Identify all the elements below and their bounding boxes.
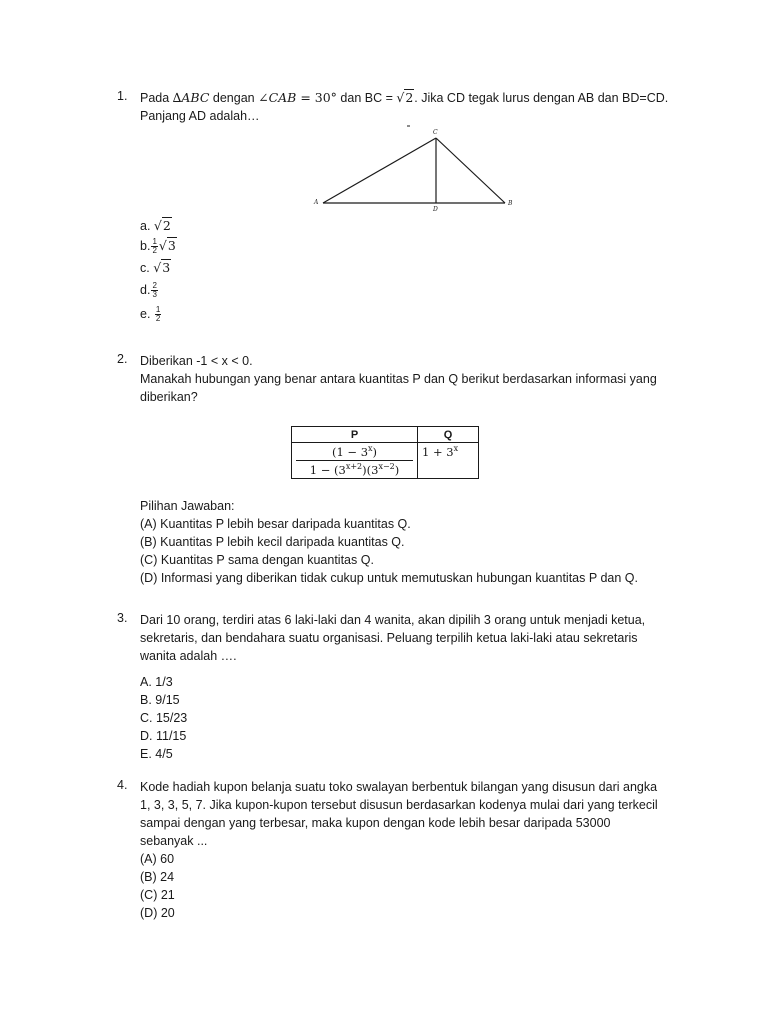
question-1-number: 1. — [117, 89, 128, 103]
question-3-text — [140, 611, 670, 665]
fraction: $\frac{1}{2}$ — [155, 305, 161, 324]
table-cell-q: $1 + 3^x$ — [418, 443, 479, 479]
q2-line-1: Diberikan -1 < x < 0. — [140, 354, 253, 368]
q2-choice-c[interactable]: (C) Kuantitas P sama dengan kuantitas Q. — [140, 553, 374, 567]
p-numerator: $(1 - 3^x)$ — [296, 443, 413, 461]
q2-choice-d[interactable]: (D) Informasi yang diberikan tidak cukup untuk memutuskan hubungan kuantitas P dan Q. — [140, 571, 638, 585]
question-4-number: 4. — [117, 778, 128, 792]
q3-option-a[interactable]: A. 1/3 — [140, 675, 173, 689]
sqrt-2: √2 — [396, 90, 414, 105]
side-ac — [323, 138, 436, 203]
fraction: $\frac{2}{3}$ — [152, 281, 157, 300]
question-4-text — [140, 778, 670, 922]
triangle-symbol: ∆ — [172, 90, 182, 105]
pq-table — [291, 426, 479, 479]
q3-line-2: sekretaris, dan bendahara suatu organisasi. Peluang terpilih ketua laki-laki atau sekretaris — [140, 631, 638, 645]
q1-option-b[interactable]: b. $\frac{1}{2}$ √3 — [140, 237, 176, 256]
sqrt-icon: √3 — [153, 260, 171, 275]
q2-choice-a[interactable]: (A) Kuantitas P lebih besar daripada kuantitas Q. — [140, 517, 411, 531]
q4-option-b[interactable]: (B) 24 — [140, 870, 175, 884]
q1-text-dengan: dengan — [209, 91, 259, 105]
sqrt-icon: √2 — [153, 218, 171, 233]
q2-line-3: diberikan? — [140, 390, 198, 404]
q4-line-2: 1, 3, 3, 5, 7. Jika kupon-kupon tersebut disusun berdasarkan kodenya mulai dari yang terkecil — [140, 798, 658, 812]
q1-option-e[interactable]: e. $\frac{1}{2}$ — [140, 305, 161, 324]
q2-choice-b[interactable]: (B) Kuantitas P lebih kecil daripada kuantitas Q. — [140, 535, 405, 549]
q3-option-c[interactable]: C. 15/23 — [140, 711, 188, 725]
q1-text-bc: dan BC = — [336, 91, 397, 105]
angle-cab: ∠CAB — [258, 90, 297, 105]
triangle-abc: ABC — [181, 90, 210, 105]
question-3-number: 3. — [117, 611, 128, 625]
q3-line-1: Dari 10 orang, terdiri atas 6 laki-laki dan 4 wanita, akan dipilih 3 orang untuk menjadi ketua, — [140, 613, 646, 627]
q1-option-a[interactable]: a. √2 — [140, 218, 171, 233]
label-c: C — [433, 129, 438, 136]
question-1-line-2: Panjang AD adalah… — [140, 109, 260, 123]
label-d: D — [433, 206, 438, 213]
p-denominator: $1 - (3^{x+2})(3^{x-2})$ — [309, 461, 400, 477]
table-cell-p — [292, 443, 418, 479]
angle-value: = 30° — [296, 90, 337, 105]
question-1-line-1 — [140, 89, 670, 107]
q4-line-3: sampai dengan yang terbesar, maka kupon dengan kode lebih besar daripada 53000 — [140, 816, 611, 830]
label-b: B — [508, 200, 513, 207]
q2-choices — [140, 497, 670, 587]
q4-option-a[interactable]: (A) 60 — [140, 852, 175, 866]
q2-line-2: Manakah hubungan yang benar antara kuantitas P dan Q berikut berdasarkan informasi yang — [140, 372, 657, 386]
q2-choices-title: Pilihan Jawaban: — [140, 499, 235, 513]
q3-option-b[interactable]: B. 9/15 — [140, 693, 180, 707]
table-header-q: Q — [418, 427, 479, 443]
q1-option-c[interactable]: c. √3 — [140, 260, 171, 275]
q4-line-1: Kode hadiah kupon belanja suatu toko swalayan berbentuk bilangan yang disusun dari angka — [140, 780, 658, 794]
q3-options — [140, 673, 670, 763]
fraction: $\frac{1}{2}$ — [152, 237, 157, 256]
q4-line-4: sebanyak ... — [140, 834, 208, 848]
q3-line-3: wanita adalah …. — [140, 649, 237, 663]
question-2-number: 2. — [117, 352, 128, 366]
q3-option-e[interactable]: E. 4/5 — [140, 747, 173, 761]
sqrt-icon: √3 — [158, 238, 176, 253]
q3-option-d[interactable]: D. 11/15 — [140, 729, 187, 743]
q4-option-c[interactable]: (C) 21 — [140, 888, 175, 902]
triangle-diagram — [310, 120, 520, 215]
label-a: A — [314, 199, 319, 206]
q1-text-rest: . Jika CD tegak lurus dengan AB dan BD=CD. — [414, 91, 669, 105]
side-bc — [436, 138, 505, 203]
q1-text-pre: Pada — [140, 91, 173, 105]
q4-option-d[interactable]: (D) 20 — [140, 906, 175, 920]
q1-option-d[interactable]: d. $\frac{2}{3}$ — [140, 281, 157, 300]
question-2-text — [140, 352, 670, 406]
table-header-p: P — [292, 427, 418, 443]
